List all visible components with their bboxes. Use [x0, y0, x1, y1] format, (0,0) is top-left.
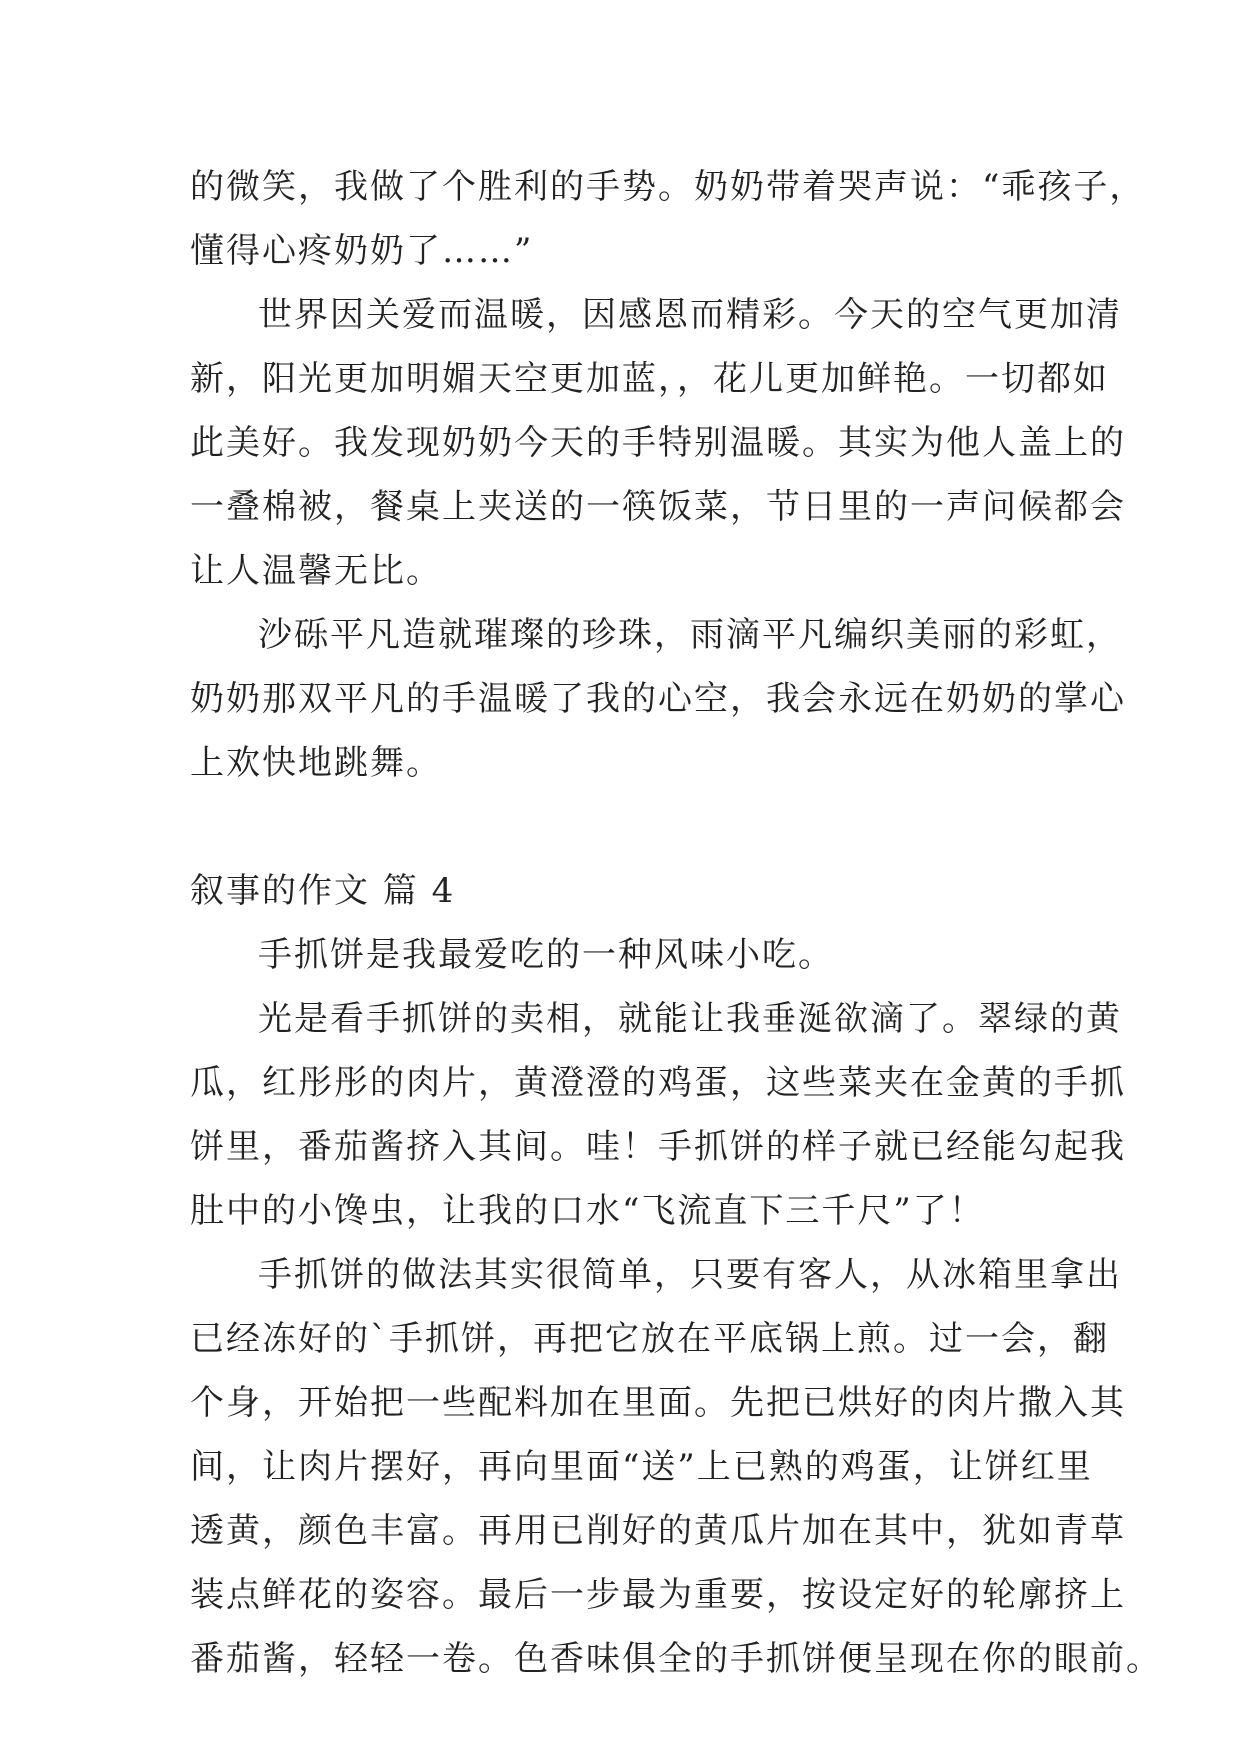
- paragraph-appearance: [190, 987, 1126, 1243]
- text-line: 肚中的小馋虫，让我的口水“飞流直下三千尺”了！: [190, 1191, 985, 1231]
- text-line: 懂得心疼奶奶了……”: [190, 231, 534, 271]
- text-line: 间，让肉片摆好，再向里面“送”上已熟的鸡蛋，让饼红里: [190, 1447, 1093, 1487]
- text-line: 已经冻好的`手抓饼，再把它放在平底锅上煎。过一会，翻: [190, 1319, 1109, 1359]
- text-line: 装点鲜花的姿容。最后一步最为重要，按设定好的轮廓挤上: [190, 1575, 1126, 1615]
- text-line: 的微笑，我做了个胜利的手势。奶奶带着哭声说：“乖孩子，: [190, 167, 1146, 207]
- text-line: 上欢快地跳舞。: [190, 743, 442, 783]
- text-line: 光是看手抓饼的卖相，就能让我垂涎欲滴了。翠绿的黄: [258, 999, 1122, 1039]
- text-line: 饼里，番茄酱挤入其间。哇！手抓饼的样子就已经能勾起我: [190, 1127, 1126, 1167]
- section-heading: 叙事的作文 篇 4: [190, 871, 456, 911]
- text-line: 奶奶那双平凡的手温暖了我的心空，我会永远在奶奶的掌心: [190, 679, 1126, 719]
- text-line: 新，阳光更加明媚天空更加蓝，，花儿更加鲜艳。一切都如: [190, 359, 1109, 399]
- paragraph-sand-pearl: [190, 603, 1126, 795]
- paragraph-world-warmth: [190, 283, 1126, 603]
- text-line: 个身，开始把一些配料加在里面。先把已烘好的肉片撒入其: [190, 1383, 1126, 1423]
- text-line: 透黄，颜色丰富。再用已削好的黄瓜片加在其中，犹如青草: [190, 1511, 1126, 1551]
- text-line: 世界因关爱而温暖，因感恩而精彩。今天的空气更加清: [258, 295, 1122, 335]
- text-line: 番茄酱，轻轻一卷。色香味俱全的手抓饼便呈现在你的眼前。: [190, 1639, 1162, 1679]
- text-line: 一叠棉被，餐桌上夹送的一筷饭菜，节日里的一声问候都会: [190, 487, 1126, 527]
- text-line: 沙砾平凡造就璀璨的珍珠，雨滴平凡编织美丽的彩虹，: [258, 615, 1122, 655]
- text-line: 瓜，红彤彤的肉片，黄澄澄的鸡蛋，这些菜夹在金黄的手抓: [190, 1063, 1126, 1103]
- paragraph-grandma-smile: [190, 155, 1146, 283]
- paragraph-favorite-snack: [190, 923, 1060, 987]
- paragraph-recipe: [190, 1243, 1162, 1691]
- text-line: 手抓饼是我最爱吃的一种风味小吃。: [258, 935, 834, 975]
- text-line: 手抓饼的做法其实很简单，只要有客人，从冰箱里拿出: [258, 1255, 1122, 1295]
- document-body: [190, 155, 1162, 1691]
- text-line: 此美好。我发现奶奶今天的手特别温暖。其实为他人盖上的: [190, 423, 1126, 463]
- text-line: 让人温馨无比。: [190, 551, 442, 591]
